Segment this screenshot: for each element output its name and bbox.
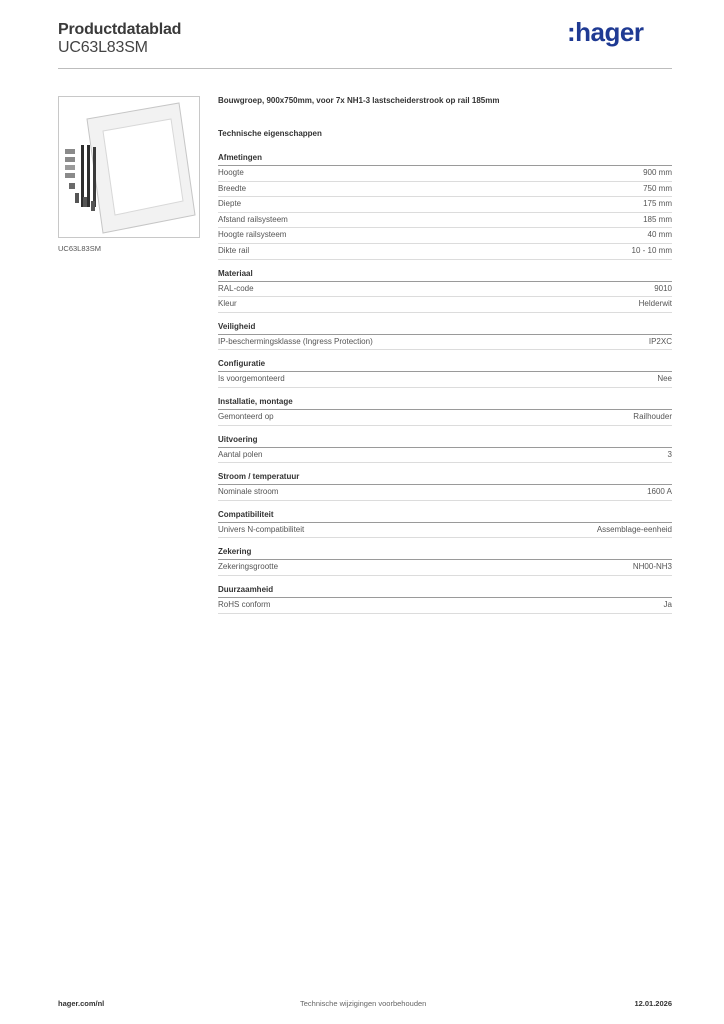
spec-row xyxy=(218,523,672,539)
spec-section xyxy=(218,435,672,464)
spec-label: Hoogte railsysteem xyxy=(218,230,287,240)
spec-sections xyxy=(218,153,672,614)
spec-section xyxy=(218,510,672,539)
section-heading: Configuratie xyxy=(218,359,672,372)
spec-label: Hoogte xyxy=(218,168,244,177)
spec-section xyxy=(218,547,672,576)
spec-section xyxy=(218,397,672,426)
footer-date: 12.01.2026 xyxy=(634,999,672,1008)
spec-value: 175 mm xyxy=(643,199,672,209)
spec-value: 900 mm xyxy=(643,168,672,177)
spec-label: Aantal polen xyxy=(218,449,263,459)
section-heading: Compatibiliteit xyxy=(218,510,672,523)
page-title: Productdatablad xyxy=(58,21,182,38)
spec-value: Assemblage-eenheid xyxy=(596,524,672,534)
spec-row xyxy=(218,485,672,501)
section-heading: Afmetingen xyxy=(218,153,672,166)
spec-label: Is voorgemonteerd xyxy=(218,374,285,384)
spec-row xyxy=(218,213,672,229)
spec-label: Breedte xyxy=(218,183,247,193)
spec-value: NH00-NH3 xyxy=(632,562,672,572)
spec-value: 9010 xyxy=(654,283,672,293)
spec-label: Kleur xyxy=(218,299,237,309)
spec-section xyxy=(218,472,672,501)
product-image xyxy=(58,96,200,238)
section-heading: Materiaal xyxy=(218,269,672,282)
spec-value: Ja xyxy=(663,599,672,609)
spec-section xyxy=(218,322,672,351)
spec-content xyxy=(218,96,672,623)
spec-section xyxy=(218,153,672,260)
section-heading: Stroom / temperatuur xyxy=(218,472,672,485)
spec-value: Railhouder xyxy=(633,411,672,421)
footer-website-link[interactable]: hager.com/nl xyxy=(58,999,105,1008)
spec-value: 3 xyxy=(667,449,672,459)
spec-label: Nominale stroom xyxy=(218,487,279,497)
spec-label: Afstand railsysteem xyxy=(218,214,288,224)
section-heading: Installatie, montage xyxy=(218,397,672,410)
product-code: UC63L83SM xyxy=(58,39,148,56)
section-heading: Uitvoering xyxy=(218,435,672,448)
product-illustration xyxy=(59,97,199,237)
spec-label: Univers N-compatibiliteit xyxy=(218,524,305,534)
spec-row xyxy=(218,560,672,576)
spec-row xyxy=(218,182,672,198)
spec-row xyxy=(218,448,672,464)
product-description: Bouwgroep, 900x750mm, voor 7x NH1-3 lastscheiderstrook op rail 185mm xyxy=(218,96,500,105)
footer-disclaimer: Technische wijzigingen voorbehouden xyxy=(300,999,427,1008)
spec-label: RAL-code xyxy=(218,283,254,293)
spec-section xyxy=(218,585,672,614)
spec-section xyxy=(218,269,672,313)
spec-label: Diepte xyxy=(218,199,242,209)
section-heading: Veiligheid xyxy=(218,322,672,335)
spec-label: IP-beschermingsklasse (Ingress Protection) xyxy=(218,336,373,346)
section-heading: Duurzaamheid xyxy=(218,585,672,598)
spec-value: Helderwit xyxy=(638,299,672,309)
spec-row xyxy=(218,166,672,182)
spec-label: Gemonteerd op xyxy=(218,411,274,421)
spec-row xyxy=(218,197,672,213)
spec-value: IP2XC xyxy=(648,336,672,346)
section-heading: Zekering xyxy=(218,547,672,560)
spec-row xyxy=(218,282,672,298)
hager-logo: :hager xyxy=(567,17,644,47)
header-divider xyxy=(58,68,672,69)
spec-row xyxy=(218,372,672,388)
spec-row xyxy=(218,244,672,260)
spec-value: Nee xyxy=(657,374,672,384)
spec-row xyxy=(218,598,672,614)
section-technical-properties: Technische eigenschappen xyxy=(218,129,322,138)
spec-row xyxy=(218,410,672,426)
spec-value: 40 mm xyxy=(647,230,672,240)
spec-label: Zekeringsgrootte xyxy=(218,562,279,572)
spec-row xyxy=(218,297,672,313)
spec-row xyxy=(218,335,672,351)
spec-row xyxy=(218,228,672,244)
spec-label: Dikte rail xyxy=(218,245,250,255)
spec-value: 1600 A xyxy=(647,487,672,497)
spec-section xyxy=(218,359,672,388)
image-caption: UC63L83SM xyxy=(58,244,101,253)
spec-value: 10 - 10 mm xyxy=(631,245,672,255)
spec-value: 750 mm xyxy=(643,183,672,193)
spec-label: RoHS conform xyxy=(218,599,271,609)
spec-value: 185 mm xyxy=(643,214,672,224)
